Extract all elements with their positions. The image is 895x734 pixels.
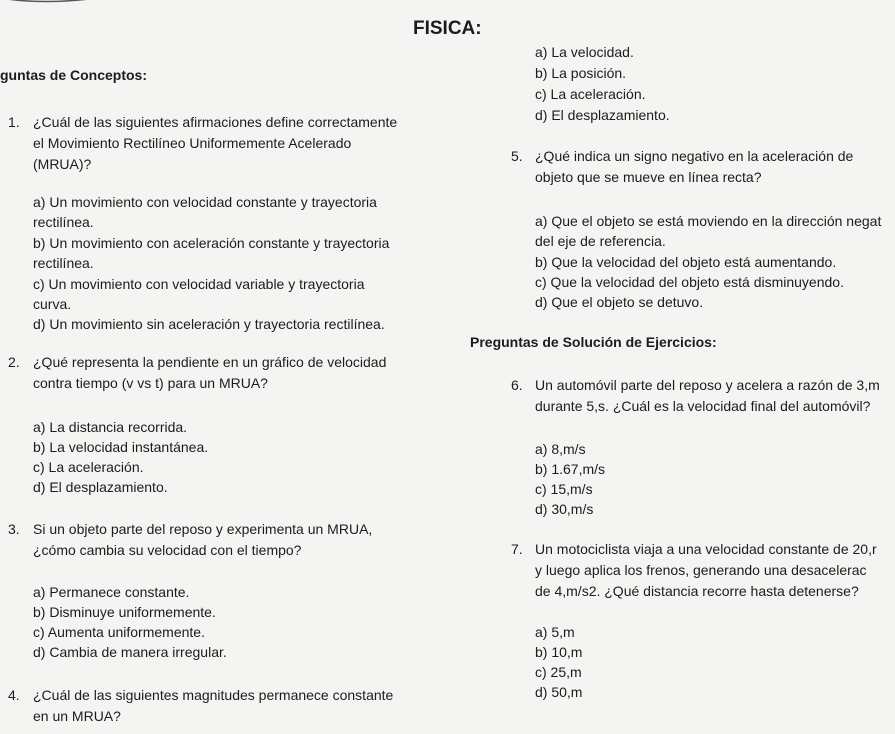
answer-option: a) Permanece constante.: [33, 584, 190, 600]
answer-option: d) Que el objeto se detuvo.: [535, 294, 704, 310]
question-text: durante 5,s. ¿Cuál es la velocidad final del automóvil?: [535, 398, 871, 414]
question-number: 5.: [511, 148, 523, 164]
answer-option: b) La posición.: [535, 65, 627, 81]
answer-option: d) Cambia de manera irregular.: [33, 644, 227, 660]
question-text: de 4,m/s2. ¿Qué distancia recorre hasta detenerse?: [535, 583, 859, 599]
answer-option: rectilínea.: [33, 214, 94, 230]
answer-option: c) Que la velocidad del objeto está disminuyendo.: [535, 274, 844, 290]
question-number: 2.: [8, 354, 20, 370]
answer-option: b) Que la velocidad del objeto está aumentando.: [535, 254, 837, 270]
answer-option: a) Que el objeto se está moviendo en la dirección negat: [535, 213, 882, 229]
question-text: (MRUA)?: [33, 156, 92, 172]
answer-option: a) La distancia recorrida.: [33, 419, 188, 435]
question-text: objeto que se mueve en línea recta?: [535, 169, 762, 185]
answer-option: c) 15,m/s: [535, 481, 593, 497]
question-text: y luego aplica los frenos, generando una desacelerac: [535, 562, 867, 578]
answer-option: c) Un movimiento con velocidad variable y trayectoria: [33, 276, 365, 292]
answer-option: b) La velocidad instantánea.: [33, 439, 209, 455]
question-number: 7.: [511, 541, 523, 557]
answer-option: b) Un movimiento con aceleración constante y trayectoria: [33, 235, 390, 251]
section-heading-exercises: Preguntas de Solución de Ejercicios:: [470, 334, 717, 350]
section-heading-concepts: guntas de Conceptos:: [0, 67, 148, 83]
answer-option: c) La aceleración.: [535, 86, 646, 102]
answer-option: d) El desplazamiento.: [33, 479, 168, 495]
question-number: 6.: [511, 377, 523, 393]
question-text: el Movimiento Rectilíneo Uniformemente Acelerado: [33, 135, 352, 151]
answer-option: d) Un movimiento sin aceleración y trayectoria rectilínea.: [33, 316, 385, 332]
question-text: ¿cómo cambia su velocidad con el tiempo?: [33, 542, 302, 558]
answer-option: d) El desplazamiento.: [535, 107, 670, 123]
answer-option: b) 10,m: [535, 644, 583, 660]
question-number: 4.: [8, 687, 20, 703]
question-text: Un motociclista viaja a una velocidad constante de 20,r: [535, 541, 877, 557]
question-text: ¿Qué indica un signo negativo en la aceleración de: [535, 148, 854, 164]
answer-option: c) La aceleración.: [33, 459, 144, 475]
answer-option: rectilínea.: [33, 255, 94, 271]
question-text: ¿Cuál de las siguientes afirmaciones define correctamente: [33, 114, 398, 130]
question-text: Si un objeto parte del reposo y experimenta un MRUA,: [33, 521, 373, 537]
question-text: Un automóvil parte del reposo y acelera a razón de 3,m: [535, 377, 880, 393]
answer-option: c) 25,m: [535, 664, 582, 680]
question-number: 1.: [8, 114, 20, 130]
answer-option: d) 50,m: [535, 684, 583, 700]
answer-option: a) 5,m: [535, 624, 575, 640]
answer-option: a) 8,m/s: [535, 441, 586, 457]
answer-option: b) 1.67,m/s: [535, 461, 606, 477]
answer-option: b) Disminuye uniformemente.: [33, 604, 216, 620]
page-corner-arc: [0, 0, 120, 8]
answer-option: d) 30,m/s: [535, 501, 594, 517]
answer-option: a) Un movimiento con velocidad constante y trayectoria: [33, 194, 377, 210]
answer-option: curva.: [33, 296, 72, 312]
answer-option: a) La velocidad.: [535, 44, 634, 60]
answer-option: c) Aumenta uniformemente.: [33, 624, 205, 640]
page-title: FISICA:: [413, 18, 482, 39]
answer-option: del eje de referencia.: [535, 233, 666, 249]
question-text: contra tiempo (v vs t) para un MRUA?: [33, 375, 268, 391]
question-number: 3.: [8, 521, 20, 537]
question-text: ¿Qué representa la pendiente en un gráfico de velocidad: [33, 354, 387, 370]
question-text: en un MRUA?: [33, 708, 121, 724]
question-text: ¿Cuál de las siguientes magnitudes permanece constante: [33, 687, 394, 703]
